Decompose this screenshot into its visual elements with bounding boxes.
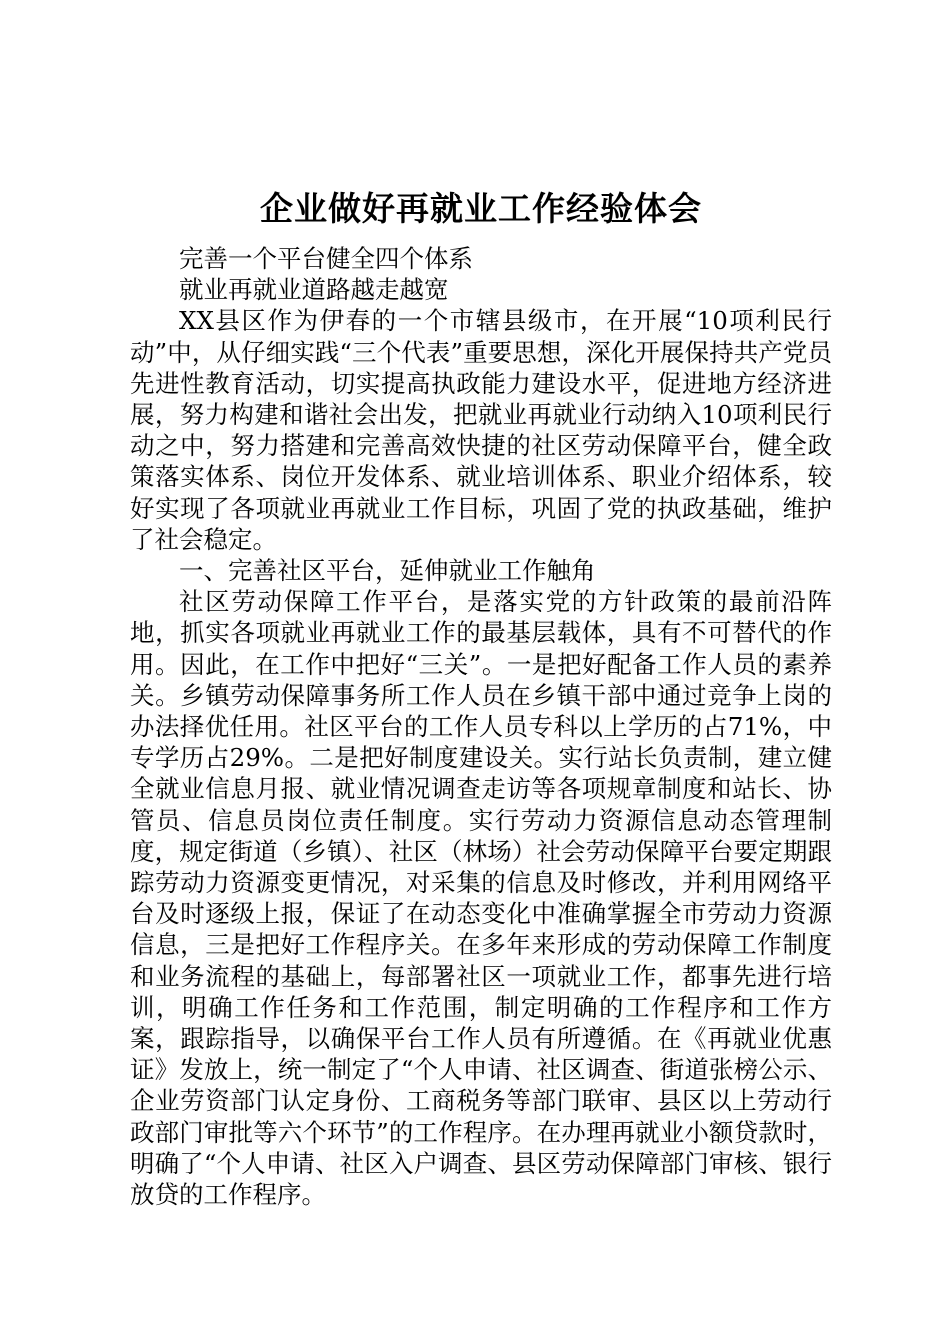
section-1-paragraph: 社区劳动保障工作平台，是落实党的方针政策的最前沿阵地，抓实各项就业再就业工作的最基层载体，具有不可替代的作用。因此，在工作中把好“三关”。一是把好配备工作人员的素养关。乡镇劳动保障事务所工作人员在乡镇干部中通过竞争上岗的办法择优任用。社区平台的工作人员专科以上学历的占71%，中专学历占29%。二是把好制度建设关。实行站长负责制，建立健全就业信息月报、就业情况调查走访等各项规章制度和站长、协管员、信息员岗位责任制度。实行劳动力资源信息动态管理制度，规定街道（乡镇）、社区（林场）社会劳动保障平台要定期跟踪劳动力资源变更情况，对采集的信息及时修改，并利用网络平台及时逐级上报，保证了在动态变化中准确掌握全市劳动力资源信息，三是把好工作程序关。在多年来形成的劳动保障工作制度和业务流程的基础上，每部署社区一项就业工作，都事先进行培训，明确工作任务和工作范围，制定明确的工作程序和工作方案，跟踪指导，以确保平台工作人员有所遵循。在《再就业优惠证》发放上，统一制定了“个人申请、社区调查、街道张榜公示、企业劳资部门认定身份、工商税务等部门联审、县区以上劳动行政部门审批等六个环节”的工作程序。在办理再就业小额贷款时，明确了“个人申请、社区入户调查、县区劳动保障部门审核、银行放贷的工作程序。 xyxy=(130,587,832,1210)
section-heading-1: 一、完善社区平台，延伸就业工作触角 xyxy=(179,556,596,586)
document-title: 企业做好再就业工作经验体会 xyxy=(260,189,702,228)
intro-paragraph: XX县区作为伊春的一个市辖县级市，在开展“10项利民行动”中，从仔细实践“三个代表”重要思想，深化开展保持共产党员先进性教育活动，切实提高执政能力建设水平，促进地方经济进展，努力构建和谐社会出发，把就业再就业行动纳入10项利民行动之中，努力搭建和完善高效快捷的社区劳动保障平台，健全政策落实体系、岗位开发体系、就业培训体系、职业介绍体系，较好实现了各项就业再就业工作目标，巩固了党的执政基础，维护了社会稳定。 xyxy=(130,306,832,554)
document-body xyxy=(130,243,832,1210)
subtitle-line-2: 就业再就业道路越走越宽 xyxy=(179,275,449,305)
document-page xyxy=(130,185,832,1210)
subtitle-line-1: 完善一个平台健全四个体系 xyxy=(179,244,473,273)
